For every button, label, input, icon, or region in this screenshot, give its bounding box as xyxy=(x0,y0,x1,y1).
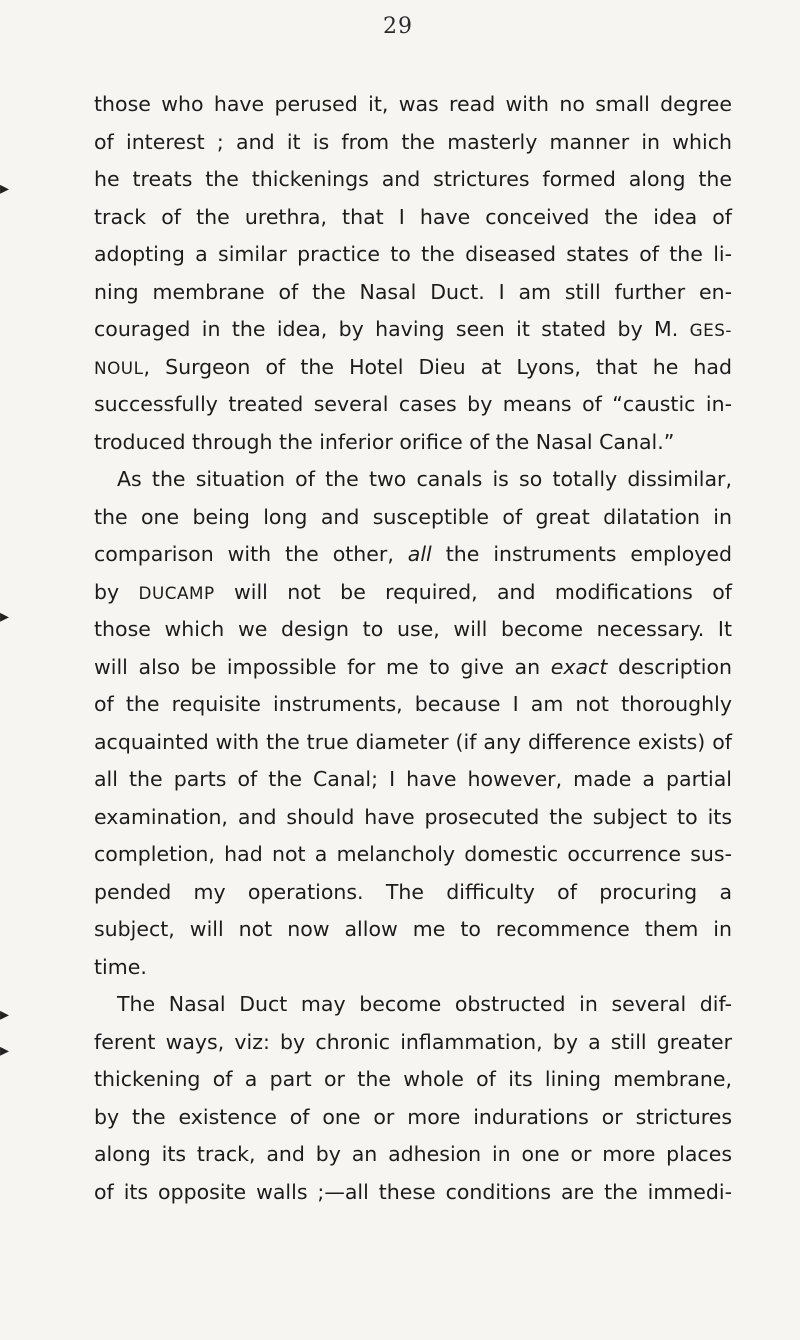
text-line xyxy=(94,724,732,762)
line-text: As the situation of the two canals is so totally dissimilar, xyxy=(117,467,732,491)
line-text: of the requisite instruments, because I am not thoroughly xyxy=(94,692,732,716)
small-caps-name: NOUL xyxy=(94,357,144,378)
text-line xyxy=(94,1174,732,1212)
text-line xyxy=(94,86,732,124)
line-text: thickening of a part or the whole of its lining membrane, xyxy=(94,1067,732,1091)
text-line xyxy=(94,836,732,874)
line-text: pended my operations. The difficulty of procuring a xyxy=(94,879,732,904)
text-line xyxy=(94,949,732,987)
text-line xyxy=(94,536,732,574)
italic-word: exact xyxy=(550,654,608,679)
text-line xyxy=(94,874,732,912)
line-text: he treats the thickenings and strictures formed along the xyxy=(94,167,732,191)
body-text xyxy=(94,86,732,1211)
line-text: acquainted with the true diameter (if any difference exists) of xyxy=(94,729,732,754)
line-text: those which we design to use, will become necessary. It xyxy=(94,617,732,641)
line-text: examination, and should have prosecuted the subject to its xyxy=(94,804,732,829)
small-caps-name: DUCAMP xyxy=(138,582,215,603)
text-line xyxy=(94,761,732,799)
text-line xyxy=(94,911,732,949)
line-text: by xyxy=(94,579,139,604)
line-text: the instruments employed xyxy=(431,542,732,566)
line-text: those who have perused it, was read with no small degree xyxy=(94,92,732,116)
line-text: couraged in the idea, by having seen it stated by M. xyxy=(94,317,690,341)
text-line xyxy=(94,424,732,462)
line-text: comparison with the other, xyxy=(94,542,408,566)
text-line xyxy=(94,161,732,199)
page-number: 29 xyxy=(383,14,413,39)
text-line xyxy=(94,461,732,499)
line-text: of its opposite walls ;—all these conditions are the immedi- xyxy=(94,1179,732,1204)
text-line xyxy=(94,574,732,612)
text-line xyxy=(94,386,732,424)
text-line xyxy=(94,311,732,349)
text-line xyxy=(94,349,732,387)
line-text: track of the urethra, that I have conceived the idea of xyxy=(94,204,732,229)
line-text: will not be required, and modifications of xyxy=(214,579,732,604)
line-text: The Nasal Duct may become obstructed in several dif- xyxy=(117,992,732,1016)
line-text: along its track, and by an adhesion in one or more places xyxy=(94,1142,732,1166)
text-line xyxy=(94,236,732,274)
line-text: will also be impossible for me to give an xyxy=(94,654,551,679)
line-text: ferent ways, viz: by chronic inflammation, by a still greater xyxy=(94,1029,732,1054)
line-text: , Surgeon of the Hotel Dieu at Lyons, that he had xyxy=(143,354,732,379)
text-line xyxy=(94,1061,732,1099)
text-line xyxy=(94,686,732,724)
text-line xyxy=(94,1136,732,1174)
line-text: by the existence of one or more indurations or strictures xyxy=(94,1104,732,1129)
text-line xyxy=(94,649,732,687)
italic-word: all xyxy=(407,542,432,566)
margin-mark: ▸ xyxy=(0,1004,10,1025)
text-line xyxy=(94,499,732,537)
line-text: troduced through the inferior orifice of the Nasal Canal.” xyxy=(94,429,675,454)
line-text: the one being long and susceptible of great dilatation in xyxy=(94,504,732,529)
small-caps-name: GES- xyxy=(689,320,732,340)
line-text: all the parts of the Canal; I have however, made a partial xyxy=(94,767,732,791)
line-text: completion, had not a melancholy domestic occurrence sus- xyxy=(94,842,732,866)
margin-mark: ▸ xyxy=(0,178,10,199)
margin-mark: ▸ xyxy=(0,1040,10,1061)
margin-mark: ▸ xyxy=(0,606,10,627)
line-text: of interest ; and it is from the masterly manner in which xyxy=(94,129,732,154)
line-text: subject, will not now allow me to recommence them in xyxy=(94,917,732,941)
text-line xyxy=(94,611,732,649)
text-line xyxy=(94,274,732,312)
text-line xyxy=(94,799,732,837)
text-line xyxy=(94,1099,732,1137)
line-text: ning membrane of the Nasal Duct. I am still further en- xyxy=(94,279,732,304)
text-line xyxy=(94,1024,732,1062)
line-text: time. xyxy=(94,954,147,979)
text-line xyxy=(94,124,732,162)
line-text: adopting a similar practice to the diseased states of the li- xyxy=(94,242,732,266)
line-text: successfully treated several cases by means of “caustic in- xyxy=(94,392,732,416)
text-line xyxy=(94,986,732,1024)
line-text: description xyxy=(607,654,733,679)
text-line xyxy=(94,199,732,237)
